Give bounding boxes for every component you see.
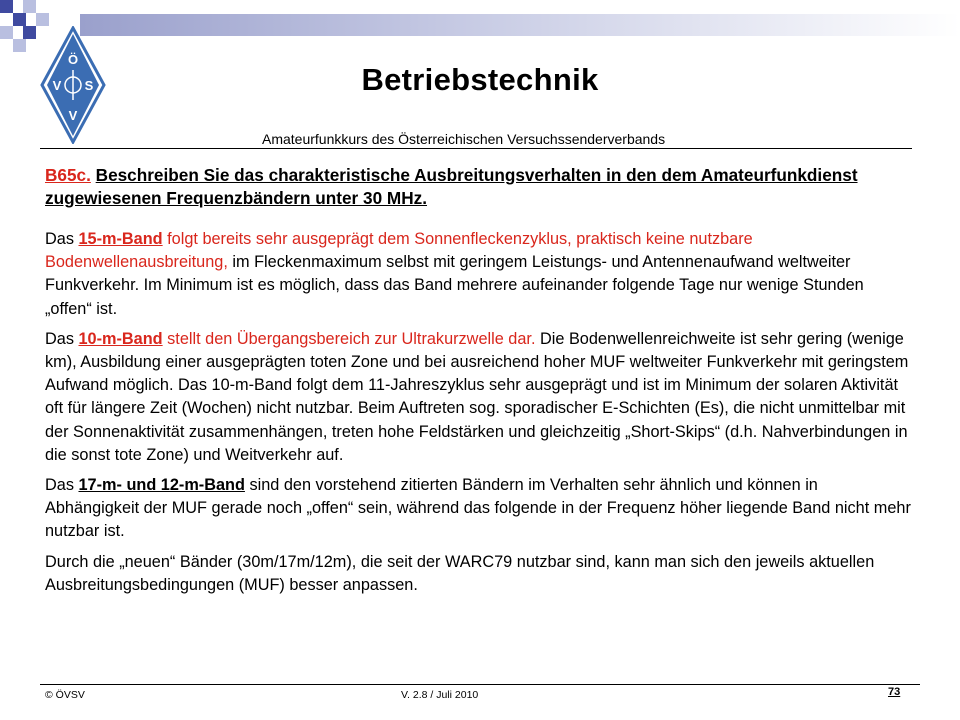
paragraph-highlight: folgt bereits sehr ausgeprägt dem Sonnenfleckenzyklus, praktisch keine nutzbare Bodenwellenausbreitung,	[45, 230, 753, 272]
footer-version: V. 2.8 / Juli 2010	[401, 689, 479, 701]
page-subtitle: Amateurfunkkurs des Österreichischen Versuchssenderverbands	[262, 131, 666, 147]
logo-letter-right: S	[84, 78, 94, 93]
paragraph-10m	[45, 328, 915, 467]
paragraph-highlight: stellt den Übergangsbereich zur Ultrakurzwelle dar.	[162, 329, 536, 348]
question-heading	[45, 164, 915, 210]
footer-copyright: © ÖVSV	[45, 689, 85, 701]
paragraph-warc	[45, 551, 915, 597]
page-number: 73	[888, 686, 901, 698]
band-name-17m-12m: 17-m- und 12-m-Band	[78, 476, 245, 495]
page-title: Betriebstechnik	[361, 62, 599, 97]
band-name-10m: 10-m-Band	[78, 329, 163, 348]
logo-letter-bottom: V	[68, 108, 78, 123]
paragraph-body: Die Bodenwellenreichweite ist sehr gering (wenige km), Ausbildung einer ausgeprägten toten Zone und bei ausreichend hoher MUF weltweiter Funkverkehr mit geringstem Aufwand möglich. Das 10-m-Band folgt dem 11-Jahreszyklus sehr ausgeprägt und ist im Minimum der solaren Aktivität oft für längere Zeit (Wochen) nicht nutzbar. Beim Auftreten sog. sporadischer E-Schichten (Es), die nicht unmittelbar mit der Sonnenaktivität zusammenhängen, treten hohe Feldstärken und gleichzeitig „Short-Skips“ (d.h. Nahverbindungen in die sonst tote Zone) und Weitverkehr auf.	[45, 329, 909, 464]
header-gradient-bar	[80, 14, 960, 36]
paragraph-body: im Fleckenmaximum selbst mit geringem Leistungs- und Antennenaufwand weltweiter Funkverkehr. Im Minimum ist es möglich, dass das Band mehrere aufeinander folgende Tage nur wenige Stunden „offen“ ist.	[45, 253, 864, 318]
paragraph-lead: Das	[45, 329, 79, 348]
question-text: Beschreiben Sie das charakteristische Ausbreitungsverhalten in den dem Amateurfunkdienst zugewiesenen Frequenzbändern unter 30 MHz.	[45, 165, 858, 208]
paragraph-body: sind den vorstehend zitierten Bändern im Verhalten sehr ähnlich und können in Abhängigkeit der MUF gerade noch „offen“ sein, während das folgende in der Frequenz höher liegende Band nicht mehr nutzbar ist.	[45, 476, 911, 541]
logo-letter-top: Ö	[67, 52, 79, 67]
question-id: B65c.	[45, 165, 91, 185]
slide-content	[45, 164, 915, 604]
paragraph-lead: Das	[45, 230, 79, 248]
band-name-15m: 15-m-Band	[78, 230, 163, 248]
paragraph-15m	[45, 228, 915, 321]
header-divider	[40, 148, 912, 149]
footer-divider	[40, 684, 920, 685]
paragraph-lead: Das	[45, 476, 79, 495]
paragraph-17m-12m	[45, 474, 915, 544]
logo-letter-left: V	[52, 78, 62, 93]
paragraph-body: Durch die „neuen“ Bänder (30m/17m/12m), die seit der WARC79 nutzbar sind, kann man sich den jeweils aktuellen Ausbreitungsbedingungen (MUF) besser anpassen.	[45, 552, 875, 594]
